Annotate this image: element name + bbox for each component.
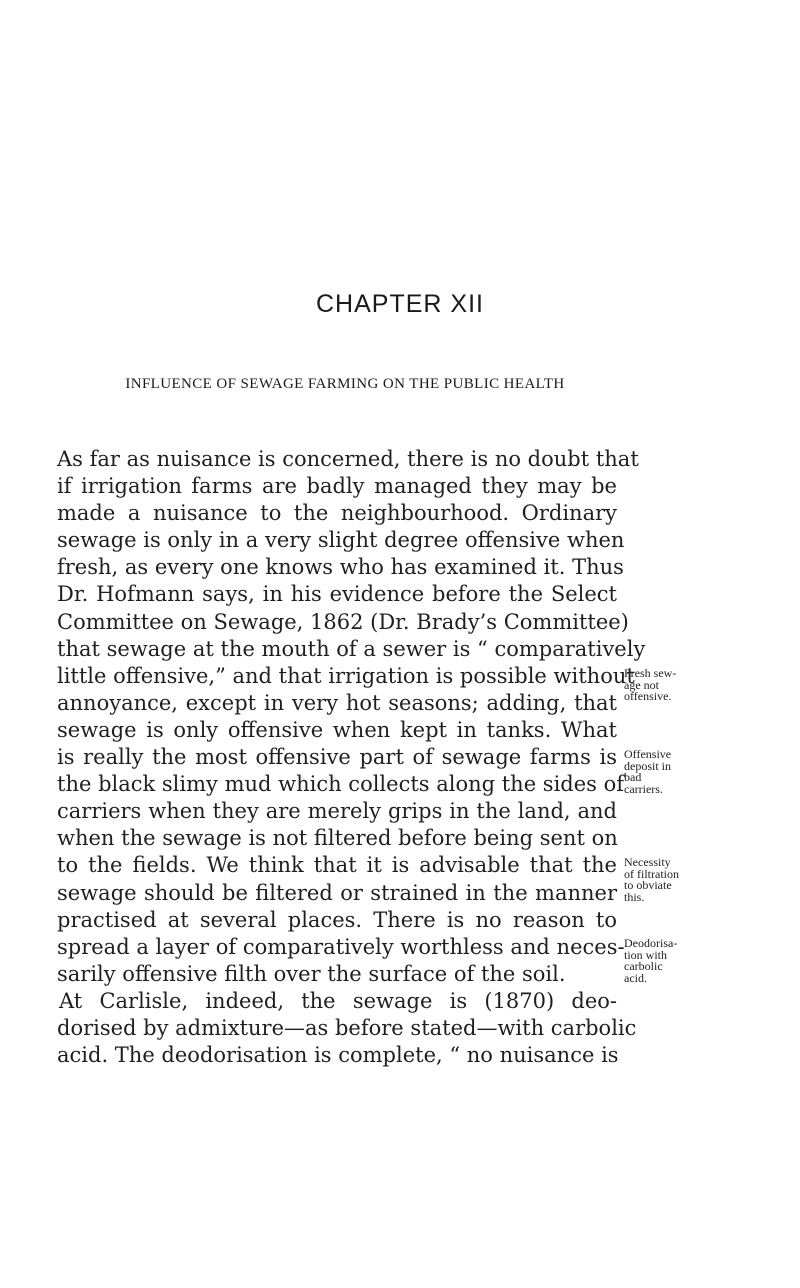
text-line: carriers when they are merely grips in the land, and xyxy=(57,799,617,824)
text-line: made a nuisance to the neighbourhood. Ordinary xyxy=(57,501,617,526)
margin-note-line: Fresh sew- xyxy=(624,666,677,680)
margin-note-line: bad xyxy=(624,770,642,784)
margin-note-fresh-sewage xyxy=(624,668,734,703)
text-line: when the sewage is not filtered before being sent on xyxy=(57,826,618,851)
margin-note-line: Deodorisa- xyxy=(624,936,678,950)
text-line: fresh, as every one knows who has examined it. Thus xyxy=(57,555,624,580)
text-line: dorised by admixture—as before stated—with carbolic xyxy=(57,1015,637,1040)
chapter-subtitle: INFLUENCE OF SEWAGE FARMING ON THE PUBLIC HEALTH xyxy=(125,376,565,392)
text-line: to the fields. We think that it is advisable that the xyxy=(57,853,617,878)
chapter-title: CHAPTER XII xyxy=(316,290,484,318)
text-line: the black slimy mud which collects along the sides of xyxy=(57,772,625,797)
text-line: As far as nuisance is concerned, there is no doubt that xyxy=(57,447,639,471)
text-line: is really the most offensive part of sewage farms is xyxy=(57,745,617,770)
text-line: At Carlisle, indeed, the sewage is (1870) deo- xyxy=(59,988,617,1013)
text-line: Committee on Sewage, 1862 (Dr. Brady’s Committee) xyxy=(57,609,629,634)
text-line: spread a layer of comparatively worthless and neces- xyxy=(57,934,625,959)
margin-note-line: age not xyxy=(624,677,659,692)
margin-note-offensive-deposit xyxy=(624,749,734,795)
margin-note-deodorisation xyxy=(624,938,734,984)
text-line: sewage is only in a very slight degree offensive when xyxy=(57,528,625,553)
text-line: Dr. Hofmann says, in his evidence before the Select xyxy=(57,582,617,607)
margin-note-line: acid. xyxy=(624,970,647,985)
text-line: acid. The deodorisation is complete, “ no nuisance is xyxy=(57,1043,619,1068)
margin-note-line: of filtration xyxy=(624,866,679,881)
margin-note-line: carbolic xyxy=(624,959,663,973)
margin-note-line: Offensive xyxy=(624,747,672,761)
margin-note-line: deposit in xyxy=(624,758,671,773)
text-line: sewage is only offensive when kept in tanks. What xyxy=(57,717,617,742)
margin-note-filtration xyxy=(624,857,734,903)
margin-note-line: offensive. xyxy=(624,689,672,703)
text-line: sewage should be filtered or strained in the manner xyxy=(57,880,617,905)
text-line: if irrigation farms are badly managed they may be xyxy=(57,474,617,499)
text-line: little offensive,” and that irrigation is possible without xyxy=(57,663,635,688)
text-line: that sewage at the mouth of a sewer is “ comparatively xyxy=(57,636,646,661)
margin-note-line: Necessity xyxy=(624,855,671,869)
margin-note-line: carriers. xyxy=(624,781,663,796)
margin-note-line: this. xyxy=(624,889,645,904)
margin-note-line: to obviate xyxy=(624,878,672,892)
margin-note-line: tion with xyxy=(624,947,668,962)
text-line: annoyance, except in very hot seasons; adding, that xyxy=(57,690,617,715)
text-line: sarily offensive filth over the surface of the soil. xyxy=(57,961,566,986)
text-line: practised at several places. There is no reason to xyxy=(57,907,617,932)
